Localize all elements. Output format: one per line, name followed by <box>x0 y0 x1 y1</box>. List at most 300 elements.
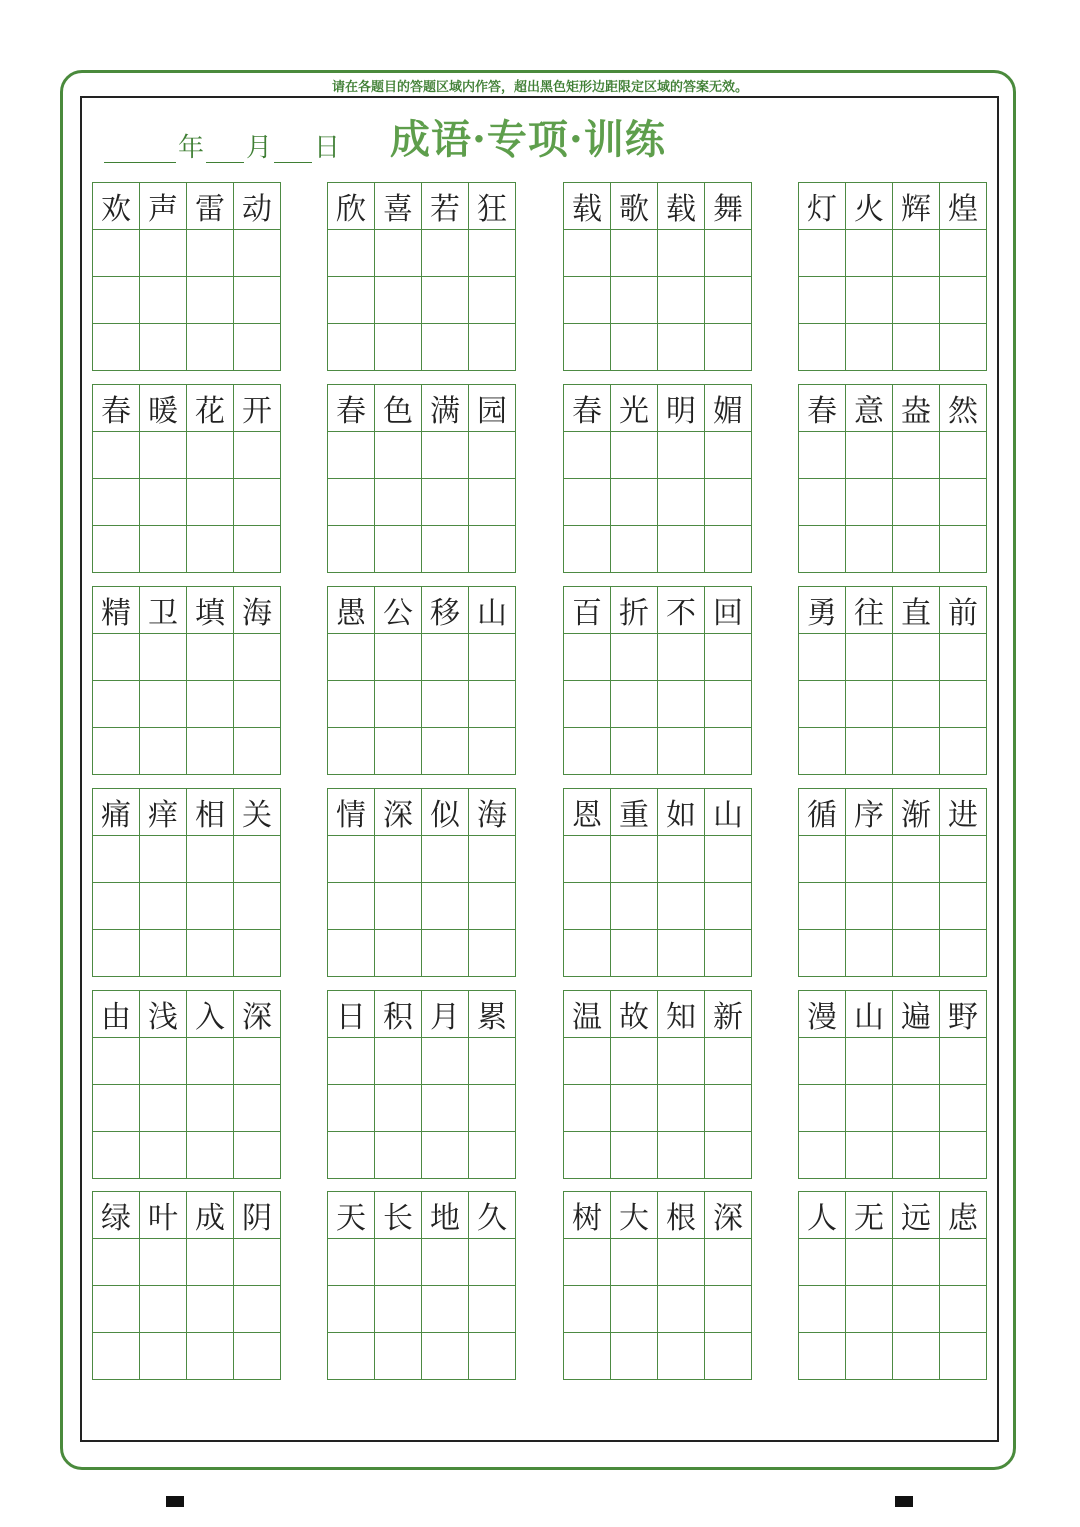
writing-cell[interactable] <box>375 526 422 573</box>
writing-cell[interactable] <box>469 526 516 573</box>
writing-cell[interactable] <box>893 681 940 728</box>
writing-cell[interactable] <box>187 634 234 681</box>
writing-cell[interactable] <box>187 230 234 277</box>
writing-cell[interactable] <box>564 681 611 728</box>
writing-cell[interactable] <box>846 728 893 775</box>
writing-cell[interactable] <box>611 1333 658 1380</box>
writing-cell[interactable] <box>375 1038 422 1085</box>
writing-cell[interactable] <box>658 681 705 728</box>
writing-cell[interactable] <box>658 1132 705 1179</box>
writing-cell[interactable] <box>328 1132 375 1179</box>
writing-cell[interactable] <box>93 634 140 681</box>
writing-cell[interactable] <box>799 479 846 526</box>
writing-cell[interactable] <box>611 836 658 883</box>
writing-cell[interactable] <box>940 1038 987 1085</box>
writing-cell[interactable] <box>140 1239 187 1286</box>
writing-cell[interactable] <box>140 1038 187 1085</box>
writing-cell[interactable] <box>846 1085 893 1132</box>
writing-cell[interactable] <box>658 479 705 526</box>
idiom-grid <box>798 182 987 371</box>
writing-cell[interactable] <box>940 526 987 573</box>
writing-cell[interactable] <box>328 1239 375 1286</box>
writing-cell[interactable] <box>187 728 234 775</box>
writing-cell[interactable] <box>375 728 422 775</box>
writing-cell[interactable] <box>234 1038 281 1085</box>
writing-cell[interactable] <box>187 930 234 977</box>
writing-cell[interactable] <box>140 277 187 324</box>
writing-cell[interactable] <box>375 1333 422 1380</box>
writing-cell[interactable] <box>469 836 516 883</box>
writing-cell[interactable] <box>469 1085 516 1132</box>
writing-cell[interactable] <box>658 1038 705 1085</box>
writing-cell[interactable] <box>140 1085 187 1132</box>
writing-cell[interactable] <box>140 634 187 681</box>
writing-cell[interactable] <box>375 479 422 526</box>
writing-cell[interactable] <box>705 277 752 324</box>
writing-cell[interactable] <box>846 230 893 277</box>
writing-cell[interactable] <box>564 930 611 977</box>
writing-cell[interactable] <box>187 1038 234 1085</box>
writing-cell[interactable] <box>469 1132 516 1179</box>
writing-cell[interactable] <box>564 324 611 371</box>
writing-cell[interactable] <box>658 634 705 681</box>
writing-cell[interactable] <box>940 230 987 277</box>
writing-cell[interactable] <box>469 883 516 930</box>
writing-cell[interactable] <box>799 930 846 977</box>
writing-cell[interactable] <box>140 836 187 883</box>
writing-cell[interactable] <box>422 883 469 930</box>
writing-cell[interactable] <box>846 634 893 681</box>
writing-cell[interactable] <box>564 1132 611 1179</box>
writing-cell[interactable] <box>705 526 752 573</box>
writing-cell[interactable] <box>611 728 658 775</box>
writing-cell[interactable] <box>940 432 987 479</box>
writing-cell[interactable] <box>328 1038 375 1085</box>
writing-cell[interactable] <box>799 1085 846 1132</box>
writing-cell[interactable] <box>705 930 752 977</box>
writing-cell[interactable] <box>187 324 234 371</box>
writing-cell[interactable] <box>93 728 140 775</box>
writing-cell[interactable] <box>140 324 187 371</box>
writing-cell[interactable] <box>799 1239 846 1286</box>
writing-cell[interactable] <box>422 230 469 277</box>
writing-cell[interactable] <box>140 728 187 775</box>
writing-cell[interactable] <box>846 1333 893 1380</box>
writing-cell[interactable] <box>422 1286 469 1333</box>
writing-cell[interactable] <box>328 526 375 573</box>
writing-cell[interactable] <box>799 230 846 277</box>
writing-cell[interactable] <box>234 1286 281 1333</box>
writing-cell[interactable] <box>705 324 752 371</box>
writing-cell[interactable] <box>234 277 281 324</box>
writing-cell[interactable] <box>140 930 187 977</box>
writing-cell[interactable] <box>705 230 752 277</box>
writing-cell[interactable] <box>140 432 187 479</box>
writing-cell[interactable] <box>564 728 611 775</box>
writing-cell[interactable] <box>940 1333 987 1380</box>
writing-cell[interactable] <box>375 230 422 277</box>
writing-cell[interactable] <box>611 1038 658 1085</box>
idiom-character: 海 <box>469 789 516 836</box>
writing-cell[interactable] <box>705 1132 752 1179</box>
writing-cell[interactable] <box>893 883 940 930</box>
writing-cell[interactable] <box>658 432 705 479</box>
idiom-grid <box>563 990 752 1179</box>
writing-cell[interactable] <box>375 1286 422 1333</box>
writing-cell[interactable] <box>658 277 705 324</box>
writing-cell[interactable] <box>234 634 281 681</box>
writing-cell[interactable] <box>140 1132 187 1179</box>
writing-cell[interactable] <box>469 432 516 479</box>
writing-cell[interactable] <box>658 1333 705 1380</box>
writing-cell[interactable] <box>564 432 611 479</box>
writing-cell[interactable] <box>940 277 987 324</box>
month-blank[interactable] <box>206 134 244 163</box>
writing-cell[interactable] <box>893 1132 940 1179</box>
writing-cell[interactable] <box>187 836 234 883</box>
writing-cell[interactable] <box>422 1038 469 1085</box>
writing-cell[interactable] <box>846 1132 893 1179</box>
writing-cell[interactable] <box>611 1132 658 1179</box>
writing-cell[interactable] <box>940 1239 987 1286</box>
writing-cell[interactable] <box>611 526 658 573</box>
writing-cell[interactable] <box>140 526 187 573</box>
writing-cell[interactable] <box>846 277 893 324</box>
writing-cell[interactable] <box>940 883 987 930</box>
writing-cell[interactable] <box>422 930 469 977</box>
writing-cell[interactable] <box>187 526 234 573</box>
writing-cell[interactable] <box>893 930 940 977</box>
writing-cell[interactable] <box>799 526 846 573</box>
writing-cell[interactable] <box>422 526 469 573</box>
writing-cell[interactable] <box>187 1085 234 1132</box>
writing-cell[interactable] <box>893 728 940 775</box>
writing-cell[interactable] <box>611 479 658 526</box>
writing-cell[interactable] <box>93 836 140 883</box>
writing-cell[interactable] <box>328 634 375 681</box>
writing-cell[interactable] <box>234 1085 281 1132</box>
writing-cell[interactable] <box>564 1038 611 1085</box>
writing-cell[interactable] <box>234 1333 281 1380</box>
writing-cell[interactable] <box>140 1286 187 1333</box>
writing-cell[interactable] <box>375 1085 422 1132</box>
writing-cell[interactable] <box>658 930 705 977</box>
writing-cell[interactable] <box>328 1333 375 1380</box>
writing-cell[interactable] <box>893 432 940 479</box>
writing-cell[interactable] <box>328 883 375 930</box>
idiom-grid <box>92 182 281 371</box>
writing-cell[interactable] <box>940 634 987 681</box>
writing-cell[interactable] <box>658 728 705 775</box>
writing-cell[interactable] <box>799 1286 846 1333</box>
writing-cell[interactable] <box>93 324 140 371</box>
writing-cell[interactable] <box>846 681 893 728</box>
writing-cell[interactable] <box>234 1239 281 1286</box>
writing-cell[interactable] <box>140 230 187 277</box>
writing-cell[interactable] <box>422 634 469 681</box>
writing-cell[interactable] <box>611 230 658 277</box>
writing-cell[interactable] <box>658 1085 705 1132</box>
writing-cell[interactable] <box>422 681 469 728</box>
writing-cell[interactable] <box>799 324 846 371</box>
writing-cell[interactable] <box>234 728 281 775</box>
writing-cell[interactable] <box>187 681 234 728</box>
writing-cell[interactable] <box>375 930 422 977</box>
writing-cell[interactable] <box>469 324 516 371</box>
writing-cell[interactable] <box>234 526 281 573</box>
writing-cell[interactable] <box>658 836 705 883</box>
writing-cell[interactable] <box>611 681 658 728</box>
writing-cell[interactable] <box>611 1286 658 1333</box>
writing-cell[interactable] <box>564 277 611 324</box>
day-blank[interactable] <box>274 134 312 163</box>
writing-cell[interactable] <box>328 836 375 883</box>
writing-cell[interactable] <box>799 277 846 324</box>
writing-cell[interactable] <box>846 432 893 479</box>
writing-cell[interactable] <box>799 836 846 883</box>
writing-cell[interactable] <box>564 1333 611 1380</box>
writing-cell[interactable] <box>93 681 140 728</box>
writing-cell[interactable] <box>564 1085 611 1132</box>
writing-cell[interactable] <box>564 836 611 883</box>
writing-cell[interactable] <box>187 479 234 526</box>
writing-cell[interactable] <box>469 1239 516 1286</box>
writing-cell[interactable] <box>799 1333 846 1380</box>
writing-cell[interactable] <box>93 1132 140 1179</box>
writing-cell[interactable] <box>846 479 893 526</box>
writing-cell[interactable] <box>893 479 940 526</box>
writing-cell[interactable] <box>328 230 375 277</box>
writing-cell[interactable] <box>328 1286 375 1333</box>
writing-cell[interactable] <box>799 728 846 775</box>
writing-cell[interactable] <box>940 1286 987 1333</box>
writing-cell[interactable] <box>705 1085 752 1132</box>
writing-cell[interactable] <box>93 230 140 277</box>
writing-cell[interactable] <box>422 1333 469 1380</box>
writing-cell[interactable] <box>893 324 940 371</box>
writing-cell[interactable] <box>893 277 940 324</box>
writing-cell[interactable] <box>611 1085 658 1132</box>
writing-cell[interactable] <box>234 432 281 479</box>
writing-cell[interactable] <box>705 883 752 930</box>
writing-cell[interactable] <box>705 634 752 681</box>
writing-cell[interactable] <box>893 1239 940 1286</box>
writing-cell[interactable] <box>93 432 140 479</box>
writing-cell[interactable] <box>328 930 375 977</box>
writing-cell[interactable] <box>375 681 422 728</box>
writing-cell[interactable] <box>375 324 422 371</box>
writing-cell[interactable] <box>375 432 422 479</box>
writing-cell[interactable] <box>705 479 752 526</box>
registration-mark-right <box>895 1496 913 1507</box>
writing-cell[interactable] <box>564 634 611 681</box>
writing-cell[interactable] <box>187 432 234 479</box>
writing-cell[interactable] <box>187 1286 234 1333</box>
writing-cell[interactable] <box>893 526 940 573</box>
writing-cell[interactable] <box>234 883 281 930</box>
writing-cell[interactable] <box>328 479 375 526</box>
writing-cell[interactable] <box>940 681 987 728</box>
writing-cell[interactable] <box>799 1132 846 1179</box>
writing-cell[interactable] <box>799 432 846 479</box>
writing-cell[interactable] <box>375 634 422 681</box>
writing-cell[interactable] <box>893 1085 940 1132</box>
writing-cell[interactable] <box>940 836 987 883</box>
writing-cell[interactable] <box>893 1286 940 1333</box>
writing-cell[interactable] <box>564 526 611 573</box>
writing-cell[interactable] <box>234 479 281 526</box>
writing-cell[interactable] <box>234 681 281 728</box>
writing-cell[interactable] <box>893 1333 940 1380</box>
writing-cell[interactable] <box>611 930 658 977</box>
writing-cell[interactable] <box>375 1239 422 1286</box>
writing-cell[interactable] <box>234 324 281 371</box>
writing-cell[interactable] <box>328 277 375 324</box>
writing-cell[interactable] <box>140 883 187 930</box>
writing-cell[interactable] <box>658 526 705 573</box>
writing-cell[interactable] <box>375 836 422 883</box>
writing-cell[interactable] <box>705 1239 752 1286</box>
writing-cell[interactable] <box>799 883 846 930</box>
writing-cell[interactable] <box>611 277 658 324</box>
writing-cell[interactable] <box>328 1085 375 1132</box>
writing-cell[interactable] <box>328 432 375 479</box>
idiom-character: 意 <box>846 385 893 432</box>
writing-cell[interactable] <box>234 930 281 977</box>
writing-cell[interactable] <box>611 432 658 479</box>
writing-cell[interactable] <box>846 526 893 573</box>
writing-cell[interactable] <box>187 1333 234 1380</box>
writing-cell[interactable] <box>328 728 375 775</box>
writing-cell[interactable] <box>846 324 893 371</box>
writing-cell[interactable] <box>93 526 140 573</box>
writing-cell[interactable] <box>140 1333 187 1380</box>
writing-cell[interactable] <box>469 479 516 526</box>
writing-cell[interactable] <box>705 836 752 883</box>
writing-cell[interactable] <box>799 634 846 681</box>
writing-cell[interactable] <box>469 1286 516 1333</box>
writing-cell[interactable] <box>564 883 611 930</box>
writing-cell[interactable] <box>705 432 752 479</box>
writing-cell[interactable] <box>93 883 140 930</box>
writing-cell[interactable] <box>328 681 375 728</box>
writing-cell[interactable] <box>422 728 469 775</box>
writing-cell[interactable] <box>564 1286 611 1333</box>
writing-cell[interactable] <box>846 836 893 883</box>
writing-cell[interactable] <box>375 1132 422 1179</box>
writing-cell[interactable] <box>799 681 846 728</box>
writing-cell[interactable] <box>658 324 705 371</box>
writing-cell[interactable] <box>940 930 987 977</box>
writing-cell[interactable] <box>469 1333 516 1380</box>
writing-cell[interactable] <box>469 634 516 681</box>
writing-cell[interactable] <box>893 1038 940 1085</box>
writing-cell[interactable] <box>658 1286 705 1333</box>
writing-cell[interactable] <box>705 1333 752 1380</box>
writing-cell[interactable] <box>940 1085 987 1132</box>
writing-cell[interactable] <box>187 277 234 324</box>
writing-cell[interactable] <box>140 681 187 728</box>
writing-cell[interactable] <box>93 1333 140 1380</box>
writing-cell[interactable] <box>940 1132 987 1179</box>
writing-cell[interactable] <box>893 634 940 681</box>
year-blank[interactable] <box>104 134 176 163</box>
writing-cell[interactable] <box>469 930 516 977</box>
idiom-character: 漫 <box>799 991 846 1038</box>
writing-cell[interactable] <box>611 883 658 930</box>
writing-cell[interactable] <box>93 930 140 977</box>
writing-cell[interactable] <box>705 681 752 728</box>
writing-cell[interactable] <box>234 230 281 277</box>
writing-cell[interactable] <box>705 728 752 775</box>
writing-cell[interactable] <box>564 479 611 526</box>
writing-cell[interactable] <box>422 1085 469 1132</box>
writing-cell[interactable] <box>187 1239 234 1286</box>
writing-cell[interactable] <box>940 728 987 775</box>
writing-cell[interactable] <box>469 728 516 775</box>
writing-cell[interactable] <box>705 1286 752 1333</box>
writing-cell[interactable] <box>940 324 987 371</box>
writing-cell[interactable] <box>469 230 516 277</box>
writing-cell[interactable] <box>564 1239 611 1286</box>
writing-cell[interactable] <box>469 1038 516 1085</box>
writing-cell[interactable] <box>93 479 140 526</box>
writing-cell[interactable] <box>187 883 234 930</box>
writing-cell[interactable] <box>893 230 940 277</box>
writing-cell[interactable] <box>375 883 422 930</box>
writing-cell[interactable] <box>93 1286 140 1333</box>
writing-cell[interactable] <box>422 479 469 526</box>
writing-cell[interactable] <box>658 1239 705 1286</box>
writing-cell[interactable] <box>846 930 893 977</box>
writing-cell[interactable] <box>422 324 469 371</box>
writing-cell[interactable] <box>611 634 658 681</box>
writing-cell[interactable] <box>940 479 987 526</box>
writing-cell[interactable] <box>705 1038 752 1085</box>
writing-cell[interactable] <box>846 883 893 930</box>
writing-cell[interactable] <box>93 277 140 324</box>
writing-cell[interactable] <box>611 324 658 371</box>
writing-cell[interactable] <box>187 1132 234 1179</box>
idiom-character: 直 <box>893 587 940 634</box>
writing-cell[interactable] <box>422 1239 469 1286</box>
writing-cell[interactable] <box>658 883 705 930</box>
writing-cell[interactable] <box>234 836 281 883</box>
writing-cell[interactable] <box>846 1038 893 1085</box>
writing-cell[interactable] <box>140 479 187 526</box>
writing-cell[interactable] <box>658 230 705 277</box>
writing-cell[interactable] <box>422 1132 469 1179</box>
writing-cell[interactable] <box>93 1239 140 1286</box>
writing-cell[interactable] <box>375 277 422 324</box>
idiom-character: 载 <box>658 183 705 230</box>
writing-cell[interactable] <box>422 277 469 324</box>
writing-cell[interactable] <box>93 1038 140 1085</box>
writing-cell[interactable] <box>846 1239 893 1286</box>
writing-cell[interactable] <box>469 681 516 728</box>
writing-cell[interactable] <box>234 1132 281 1179</box>
writing-cell[interactable] <box>422 432 469 479</box>
writing-cell[interactable] <box>93 1085 140 1132</box>
writing-cell[interactable] <box>799 1038 846 1085</box>
writing-cell[interactable] <box>328 324 375 371</box>
writing-cell[interactable] <box>611 1239 658 1286</box>
writing-cell[interactable] <box>846 1286 893 1333</box>
writing-cell[interactable] <box>469 277 516 324</box>
writing-cell[interactable] <box>893 836 940 883</box>
writing-cell[interactable] <box>564 230 611 277</box>
writing-cell[interactable] <box>422 836 469 883</box>
